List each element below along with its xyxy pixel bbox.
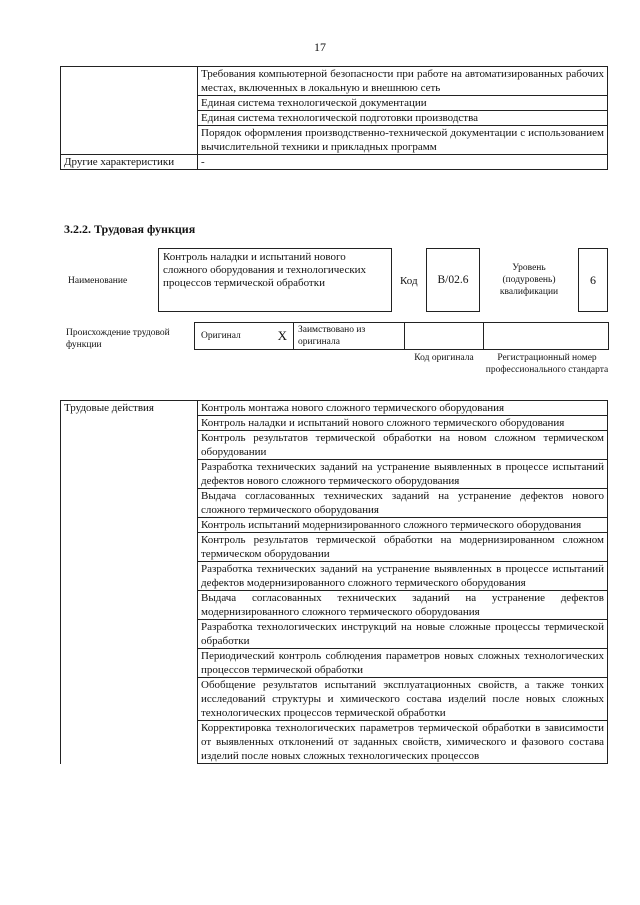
- labor-actions-table: [60, 400, 608, 764]
- name-label: Наименование: [68, 276, 128, 286]
- requirements-table: [60, 66, 608, 170]
- action-cell: Корректировка технологических параметров термической обработки в зависимости от выявленных отклонений от заданных свойств, химического и фазового состава изделий после новых сложных технологических процессов: [198, 721, 608, 764]
- reg-number-cell: [483, 322, 609, 350]
- page-number: 17: [314, 40, 326, 54]
- action-cell: Контроль результатов термической обработки на новом сложном термическом оборудовании: [198, 431, 608, 460]
- level-label: Уровень (подуровень) квалификации: [499, 263, 559, 297]
- function-code-box: B/02.6: [426, 248, 480, 312]
- requirement-cell: Единая система технологической документации: [198, 96, 608, 111]
- code-label: Код: [400, 275, 418, 287]
- table-row: [61, 67, 608, 96]
- action-cell: Контроль испытаний модернизированного сложного термического оборудования: [198, 518, 608, 533]
- other-characteristics-value: -: [198, 155, 608, 170]
- original-code-cell: [404, 322, 484, 350]
- action-cell: Контроль наладки и испытаний нового сложного термического оборудования: [198, 416, 608, 431]
- original-cell: [194, 322, 294, 350]
- action-cell: Обобщение результатов испытаний эксплуатационных свойств, а также тонких исследований структуры и химического состава изделий после новых сложных технологических процессов термической обработки: [198, 678, 608, 721]
- original-mark: X: [277, 328, 287, 343]
- reg-number-caption: Регистрационный номер профессионального стандарта: [485, 353, 609, 375]
- action-cell: Разработка технических заданий на устранение выявленных в процессе испытаний дефектов модернизированного сложного термического оборудования: [198, 562, 608, 591]
- table-row: [61, 155, 608, 170]
- requirement-cell: Порядок оформления производственно-технической документации с использованием вычислительной техники и прикладных программ: [198, 126, 608, 155]
- other-characteristics-label: Другие характеристики: [61, 155, 198, 170]
- section-title: 3.2.2. Трудовая функция: [64, 222, 196, 236]
- actions-label: Трудовые действия: [61, 401, 198, 764]
- action-cell: Разработка технологических инструкций на новые сложные процессы термической обработки: [198, 620, 608, 649]
- function-name-box: Контроль наладки и испытаний нового сложного оборудования и технологических процессов термической обработки: [158, 248, 392, 312]
- action-cell: Контроль результатов термической обработки на модернизированном сложном термическом оборудовании: [198, 533, 608, 562]
- label-cell: [61, 67, 198, 155]
- origin-row: [194, 322, 609, 350]
- action-cell: Периодический контроль соблюдения параметров новых сложных технологических процессов термической обработки: [198, 649, 608, 678]
- action-cell: Выдача согласованных технических заданий на устранение дефектов нового сложного термического оборудования: [198, 489, 608, 518]
- original-label: Оригинал: [201, 331, 241, 341]
- origin-label: Происхождение трудовой функции: [66, 328, 170, 350]
- level-box: 6: [578, 248, 608, 312]
- requirement-cell: Единая система технологической подготовки производства: [198, 111, 608, 126]
- action-cell: Разработка технических заданий на устранение выявленных в процессе испытаний дефектов нового сложного термического оборудования: [198, 460, 608, 489]
- table-row: [61, 401, 608, 416]
- action-cell: Выдача согласованных технических заданий на устранение дефектов модернизированного сложного термического оборудования: [198, 591, 608, 620]
- action-cell: Контроль монтажа нового сложного термического оборудования: [198, 401, 608, 416]
- borrowed-cell: Заимствовано из оригинала: [293, 322, 405, 350]
- requirement-cell: Требования компьютерной безопасности при работе на автоматизированных рабочих местах, включенных в локальную и внешнюю сеть: [198, 67, 608, 96]
- original-code-caption: Код оригинала: [414, 353, 474, 363]
